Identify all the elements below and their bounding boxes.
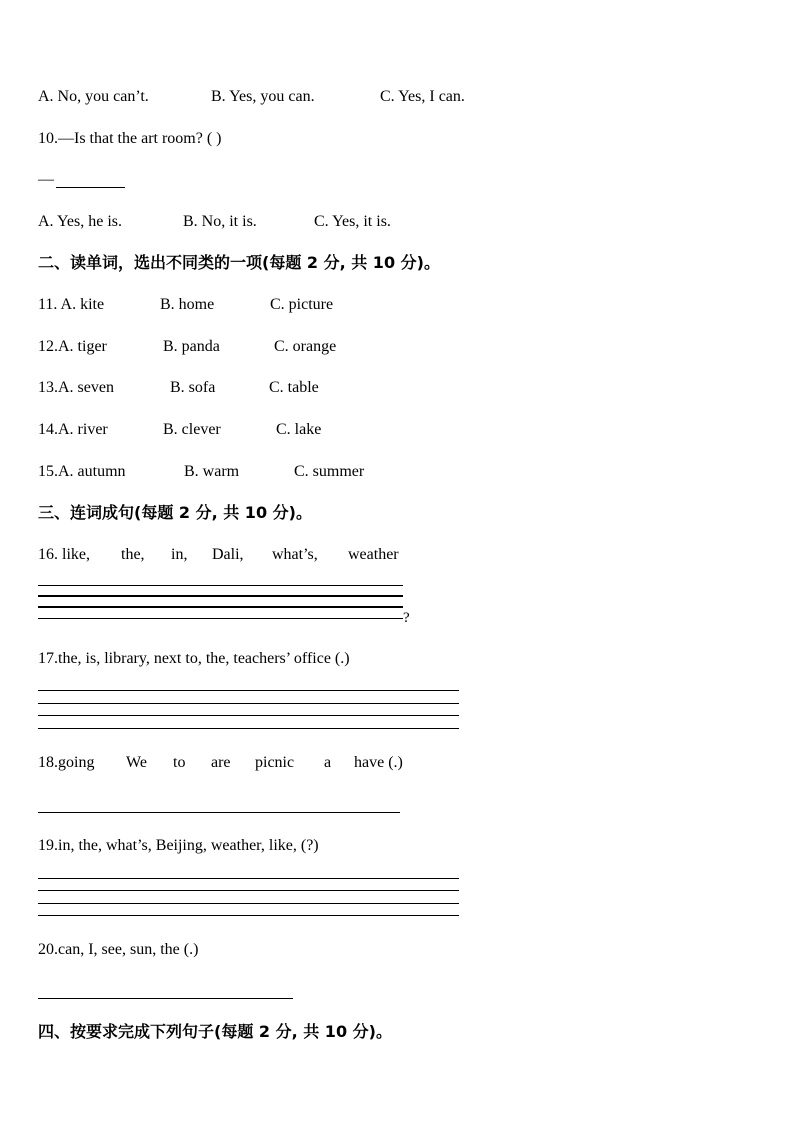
q9-option-a: A. No, you can’t. [38,88,149,105]
q12-option-b: B. panda [163,338,220,355]
q17-answer-line-3 [38,715,459,716]
q20-answer-line [38,998,293,999]
q15-option-a: 15.A. autumn [38,463,126,480]
q10-option-b: B. No, it is. [183,213,257,230]
q9-options [38,87,538,107]
q16-answer-line-1 [38,585,403,586]
q13-option-a: 13.A. seven [38,379,114,396]
q18-answer-line [38,812,400,813]
question-18 [38,753,428,773]
q12-option-c: C. orange [274,338,337,355]
q16-word-4: Dali, [212,546,244,563]
q9-option-c: C. Yes, I can. [380,88,465,105]
q19-answer-line-2 [38,890,459,891]
q10-question: 10.—Is that the art room? ( ) [38,130,222,147]
q18-word-5: picnic [255,754,295,771]
section2-title: 二、读单词，选出不同类的一项(每题 2 分, 共 10 分)。 [38,253,440,272]
q10-options [38,212,458,232]
q19-answer-line-3 [38,903,459,904]
q16-answer-line-3 [38,606,403,608]
q15-option-b: B. warm [184,463,240,480]
q10-answer-blank [56,187,125,188]
q16-word-6: weather [348,546,399,563]
q18-word-4: are [211,754,231,771]
q18-word-2: We [126,754,147,771]
q18-word-3: to [173,754,186,771]
q18-word-1: 18.going [38,754,95,771]
q17-answer-line-2 [38,703,459,704]
q14-option-b: B. clever [163,421,221,438]
question-20: 20.can, I, see, sun, the (.) [38,941,199,958]
q16-answer-line-4 [38,618,403,619]
q18-word-7: have (.) [354,754,403,771]
q16-question-mark: ? [403,610,410,626]
q11-option-b: B. home [160,296,215,313]
q16-answer-line-2 [38,595,403,597]
q10-option-a: A. Yes, he is. [38,213,123,230]
q11-option-c: C. picture [270,296,334,313]
question-15 [38,462,398,482]
section3-title: 三、连词成句(每题 2 分, 共 10 分)。 [38,503,312,522]
question-13 [38,378,398,398]
q19-answer-line-1 [38,878,459,879]
q17-answer-line-1 [38,690,459,691]
q12-option-a: 12.A. tiger [38,338,107,355]
q17-answer-line-4 [38,728,459,729]
q16-word-2: the, [121,546,145,563]
q16-word-5: what’s, [272,546,318,563]
q10-option-c: C. Yes, it is. [314,213,391,230]
q18-word-6: a [324,754,332,771]
question-14 [38,420,398,440]
q16-word-1: 16. like, [38,546,90,563]
q16-word-3: in, [171,546,188,563]
q9-option-b: B. Yes, you can. [211,88,315,105]
q19-answer-line-4 [38,915,459,916]
q15-option-c: C. summer [294,463,365,480]
question-11 [38,295,398,315]
q14-option-a: 14.A. river [38,421,108,438]
q10-answer-prefix: — [38,171,54,188]
question-16 [38,545,418,565]
question-19: 19.in, the, what’s, Beijing, weather, like, (?) [38,837,319,854]
q13-option-c: C. table [269,379,319,396]
section4-title: 四、按要求完成下列句子(每题 2 分, 共 10 分)。 [38,1022,392,1041]
q14-option-c: C. lake [276,421,322,438]
question-17: 17.the, is, library, next to, the, teachers’ office (.) [38,650,350,667]
q11-option-a: 11. A. kite [38,296,105,313]
q13-option-b: B. sofa [170,379,216,396]
question-12 [38,337,398,357]
